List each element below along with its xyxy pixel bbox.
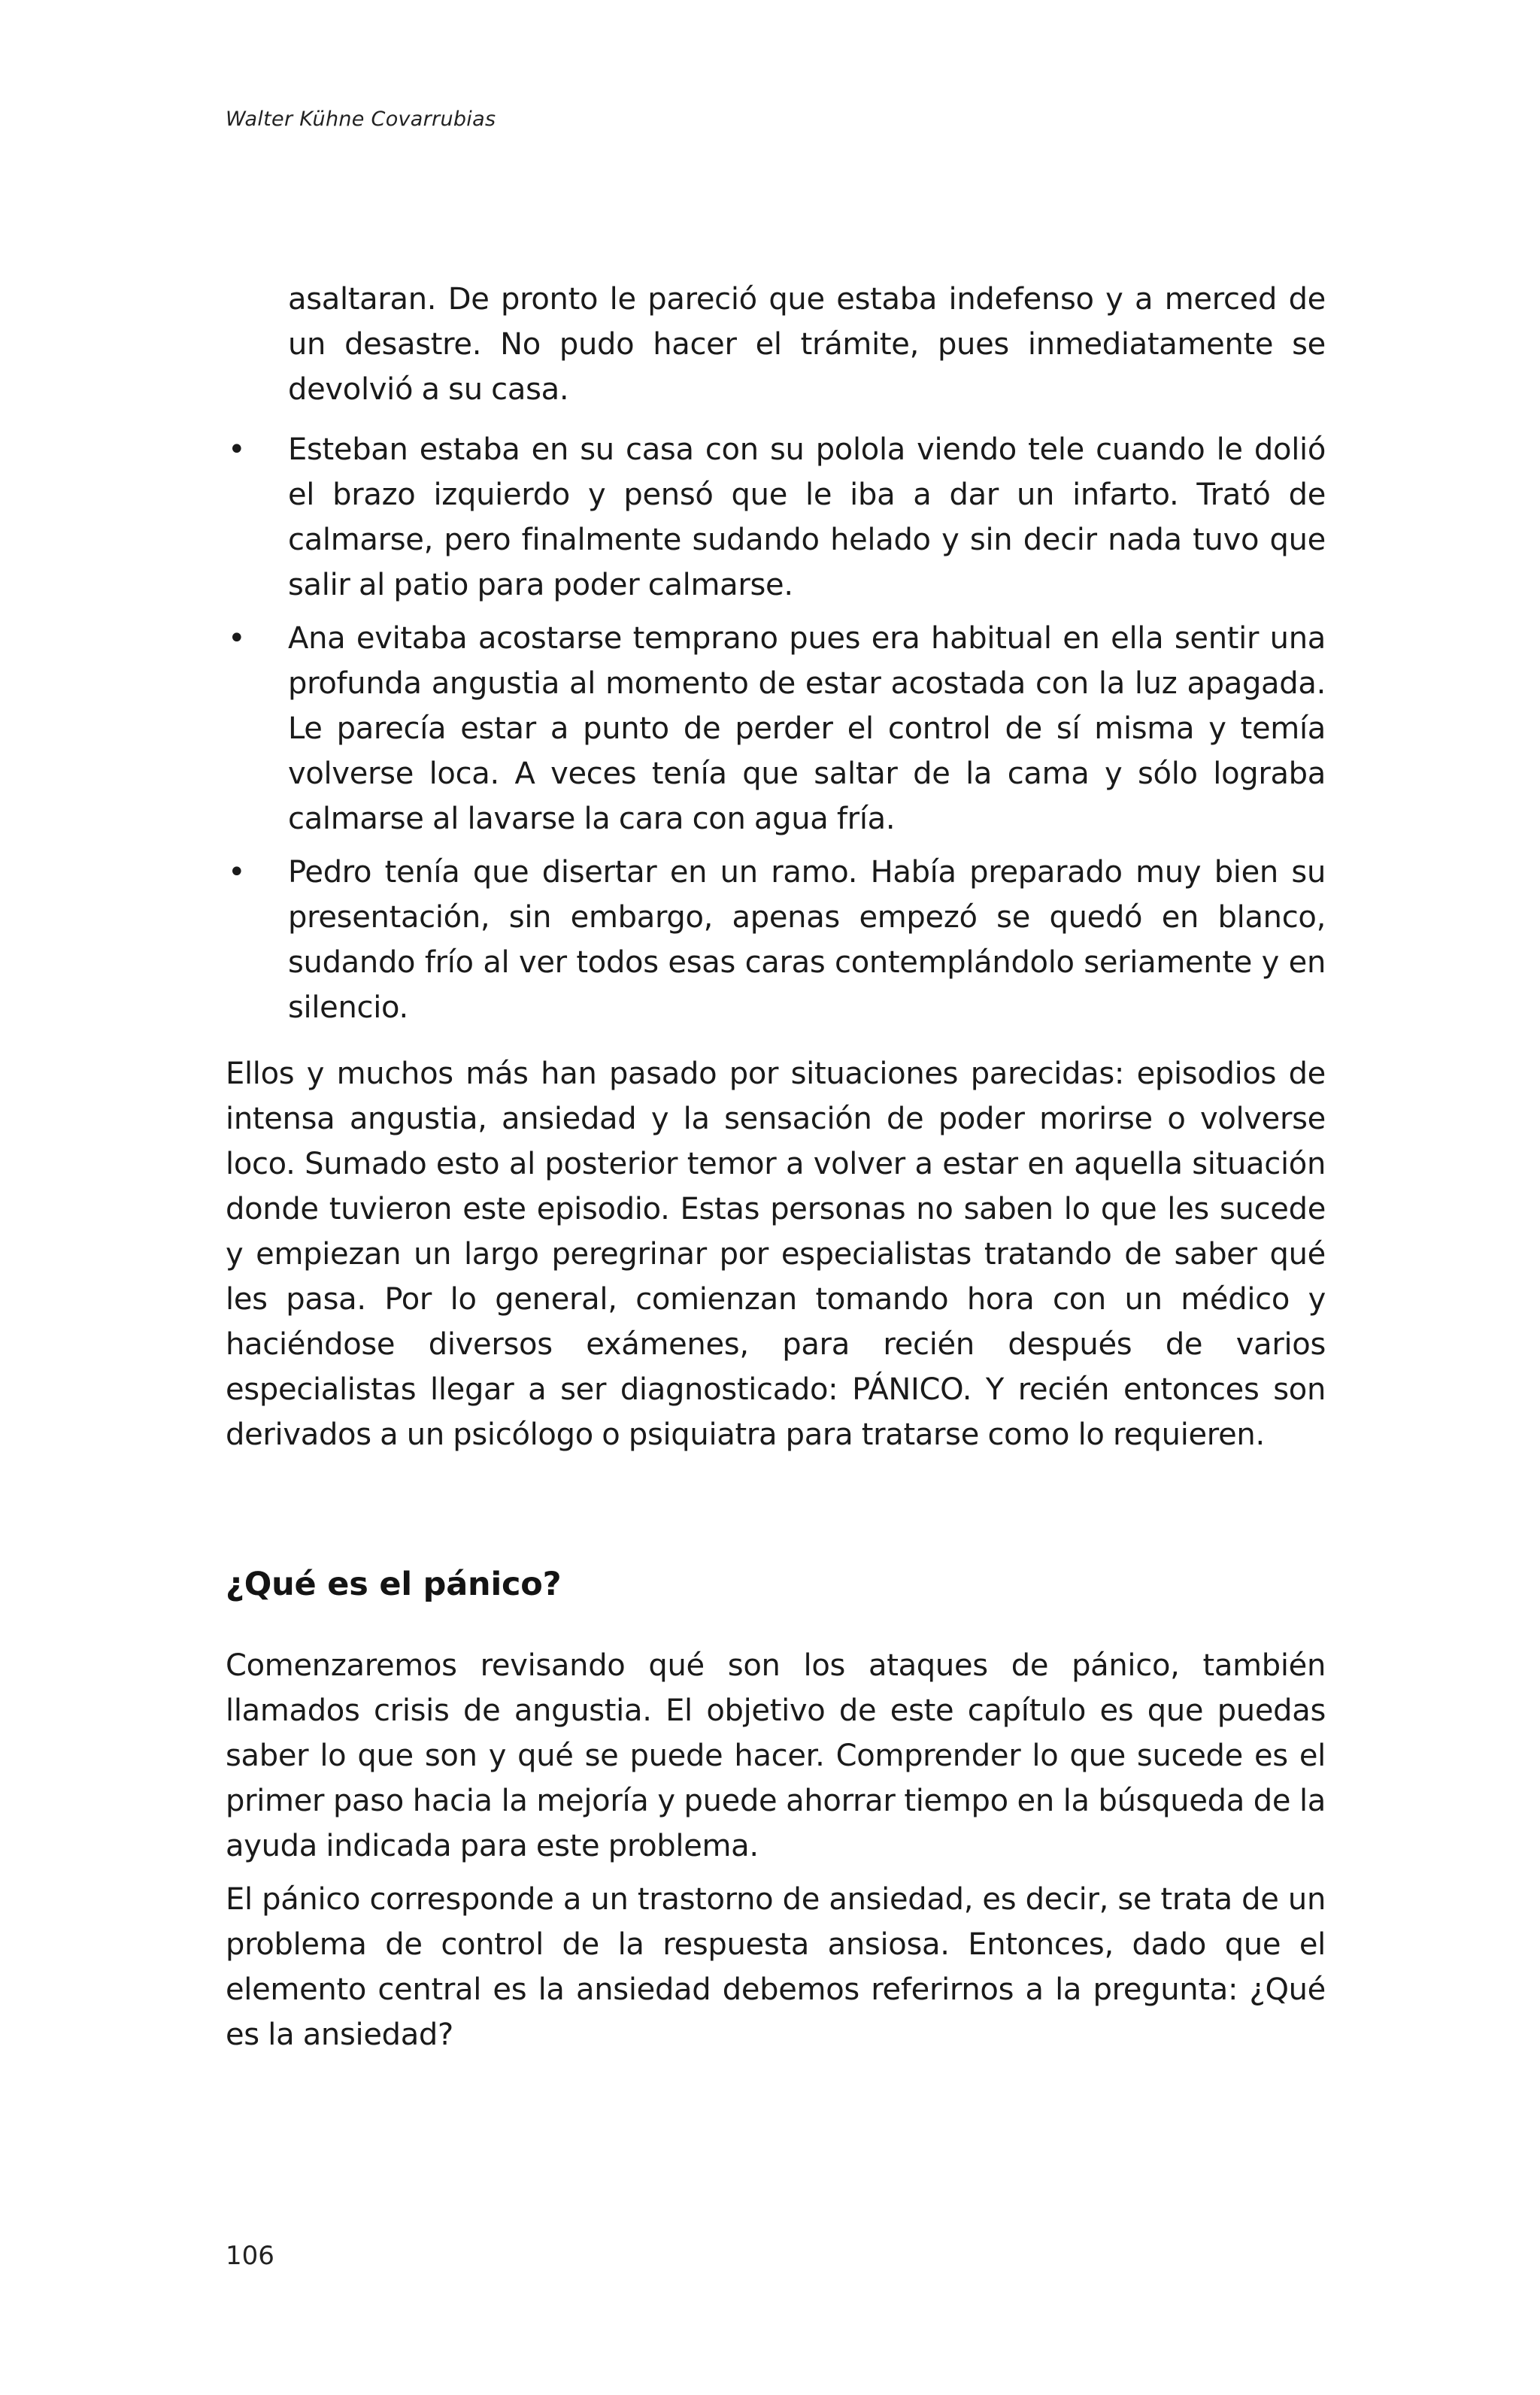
- case-examples-list: [226, 427, 1326, 1038]
- list-item-text: Pedro tenía que disertar en un ramo. Había preparado muy bien su presentación, sin embargo, apenas empezó se quedó en blanco, sudando frío al ver todos esas caras contemplándolo seriamente y en silencio.: [288, 855, 1326, 1025]
- bullet-icon: •: [228, 432, 246, 467]
- section-paragraph: Comenzaremos revisando qué son los ataques de pánico, también llamados crisis de angustia. El objetivo de este capítulo es que puedas saber lo que son y qué se puede hacer. Comprender lo que sucede es el primer paso hacia la mejoría y puede ahorrar tiempo en la búsqueda de la ayuda indicada para este problema.: [226, 1648, 1326, 1863]
- section-body: [226, 1643, 1326, 2066]
- running-header-author: Walter Kühne Covarrubias: [226, 108, 496, 131]
- list-item-text: Esteban estaba en su casa con su polola viendo tele cuando le dolió el brazo izquierdo y pensó que le iba a dar un infarto. Trató de calmarse, pero finalmente sudando helado y sin decir nada tuvo que salir al patio para poder calmarse.: [288, 432, 1326, 602]
- page-number: 106: [226, 2241, 274, 2271]
- section-paragraph: El pánico corresponde a un trastorno de ansiedad, es decir, se trata de un problema de control de la respuesta ansiosa. Entonces, dado que el elemento central es la ansiedad debemos referirnos a la pregunta: ¿Qué es la ansiedad?: [226, 1882, 1326, 2052]
- list-item: [226, 616, 1326, 841]
- summary-paragraph: Ellos y muchos más han pasado por situaciones parecidas: episodios de intensa angustia, ansiedad y la sensación de poder morirse o volverse loco. Sumado esto al posterior temor a volver a estar en aquella situación donde tuvieron este episodio. Estas personas no saben lo que les sucede y empiezan un largo peregrinar por especialistas tratando de saber qué les pasa. Por lo general, comienzan tomando hora con un médico y haciéndose diversos exámenes, para recién después de varios especialistas llegar a ser diagnosticado: PÁNICO. Y recién entonces son derivados a un psicólogo o psiquiatra para tratarse como lo requieren.: [226, 1057, 1326, 1452]
- list-item: [226, 850, 1326, 1030]
- section-heading: ¿Qué es el pánico?: [226, 1566, 562, 1603]
- list-item: [226, 427, 1326, 608]
- continuation-paragraph: asaltaran. De pronto le pareció que estaba indefenso y a merced de un desastre. No pudo hacer el trámite, pues inmediatamente se devolvió a su casa.: [288, 282, 1326, 407]
- list-item-text: Ana evitaba acostarse temprano pues era habitual en ella sentir una profunda angustia al momento de estar acostada con la luz apagada. Le parecía estar a punto de perder el control de sí misma y temía volverse loca. A veces tenía que saltar de la cama y sólo lograba calmarse al lavarse la cara con agua fría.: [288, 621, 1326, 836]
- bullet-icon: •: [228, 621, 246, 656]
- bullet-icon: •: [228, 855, 246, 890]
